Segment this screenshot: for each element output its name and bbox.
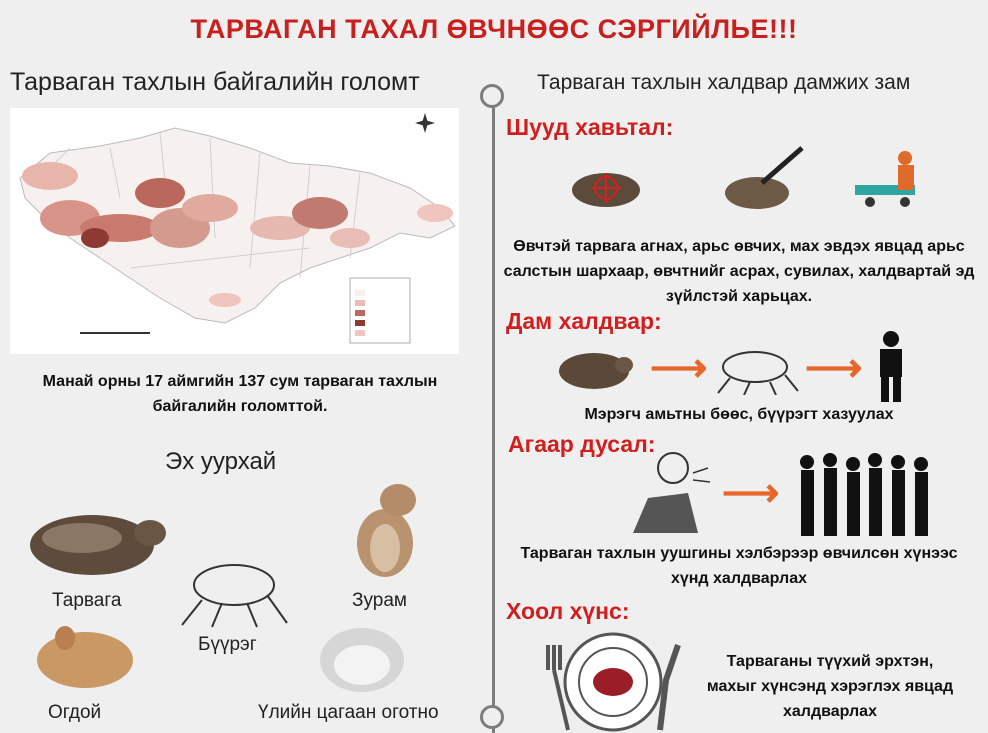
divider-top-circle (480, 84, 504, 108)
left-heading: Тарваган тахлын байгалийн голомт (10, 68, 420, 96)
route-direct-title: Шууд хавьтал: (506, 114, 674, 140)
arrow-right-icon-2: ⟶ (805, 346, 863, 390)
map-caption: Манай орны 17 аймгийн 137 сум тарваган тахлын байгалийн голомттой. (42, 373, 438, 415)
crowd-image (795, 452, 940, 538)
sources-heading: Эх уурхай (165, 448, 277, 475)
patient-care-image (850, 140, 930, 215)
person-icon (873, 330, 909, 402)
route-food-title: Хоол хүнс: (506, 598, 630, 624)
animal-label-hamster: Үлийн цагаан оготно (258, 702, 439, 723)
jerboa-image (30, 618, 145, 693)
arrow-right-icon-3: ⟶ (722, 471, 780, 515)
poster-title: ТАРВАГАН ТАХАЛ ӨВЧНӨӨС СЭРГИЙЛЬЕ!!! (190, 14, 798, 44)
route-airborne-description: Тарваган тахлын уушгины хэлбэрээр өвчилсөн хүнээс хүнд халдварлах (520, 545, 958, 587)
route-direct-description: Өвчтэй тарвага агнах, арьс өвчих, мах эвдэх явцад арьс салстын шархаар, өвчтнийг асрах, сувилах, халдвартай эд зүйлстэй харьцах. (503, 238, 975, 305)
marmot-image-indirect (556, 345, 636, 393)
marmot-target-image (568, 165, 648, 213)
animal-label-jerboa: Огдой (48, 702, 102, 723)
map-illustration (10, 108, 459, 354)
route-airborne-title: Агаар дусал: (508, 431, 656, 457)
coughing-person-image (618, 448, 713, 534)
plate-fork-knife-image (538, 630, 688, 733)
divider-line (492, 96, 495, 733)
divider-bottom-circle (480, 705, 504, 729)
route-indirect-description: Мэрэгч амьтны бөөс, бүүрэгт хазуулах (584, 406, 894, 423)
hamster-image (317, 620, 407, 695)
marmot-image (22, 500, 167, 580)
mongolia-plague-focus-map (10, 108, 459, 354)
arrow-right-icon: ⟶ (650, 346, 708, 390)
route-indirect-title: Дам халдвар: (506, 308, 662, 334)
skinning-image (722, 143, 807, 215)
animal-label-marmot: Тарвага (52, 590, 122, 611)
route-food-description: Тарваганы түүхий эрхтэн, махыг хүнсэнд хэрэглэх явцад халдварлах (706, 653, 954, 720)
flea-image (172, 555, 292, 630)
animal-label-ground-squirrel: Зурам (352, 590, 407, 611)
squirrel-image (340, 478, 430, 583)
flea-image-indirect (710, 345, 800, 395)
animal-label-flea: Бүүрэг (198, 634, 257, 655)
right-heading: Тарваган тахлын халдвар дамжих зам (537, 71, 911, 94)
